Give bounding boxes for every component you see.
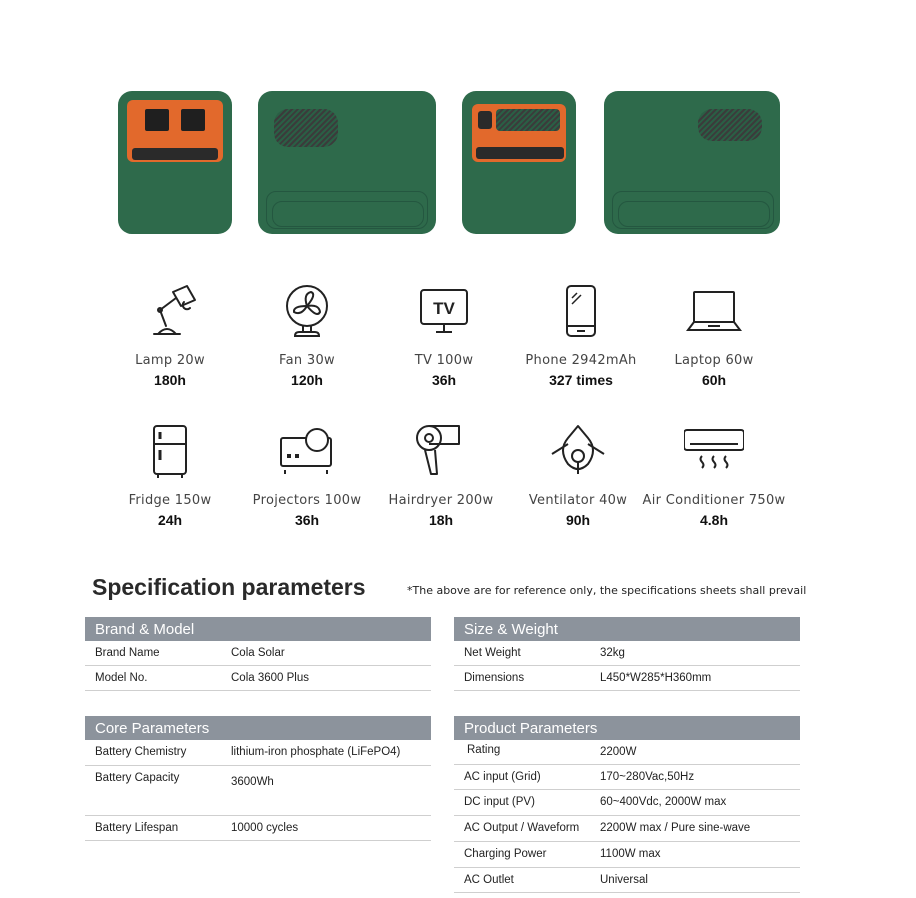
appliance-runtime: 18h <box>428 512 454 528</box>
table-product-parameters <box>454 716 800 893</box>
product-images <box>0 0 916 250</box>
appliance-laptop <box>639 282 789 388</box>
table-row <box>454 790 800 816</box>
ac-socket-icon <box>145 109 169 131</box>
ventilator-icon <box>548 422 608 482</box>
table-row <box>85 816 431 841</box>
row-value: lithium-iron phosphate (LiFePO4) <box>231 746 401 758</box>
row-key: Charging Power <box>464 848 547 860</box>
table-header: Product Parameters <box>454 716 800 740</box>
appliance-tv <box>369 282 519 388</box>
table-row <box>454 765 800 790</box>
row-key: AC Output / Waveform <box>464 822 580 834</box>
row-key: Rating <box>467 744 501 756</box>
row-value: L450*W285*H360mm <box>600 672 712 684</box>
appliance-runtime: 120h <box>291 372 323 388</box>
appliance-runtime: 327 times <box>549 372 613 388</box>
hairdryer-icon <box>411 422 471 482</box>
appliance-runtime: 90h <box>565 512 591 528</box>
tv-icon <box>414 282 474 342</box>
table-row <box>454 816 800 842</box>
row-key: Brand Name <box>95 647 160 659</box>
appliance-runtime: 24h <box>157 512 183 528</box>
appliance-phone <box>506 282 656 388</box>
table-core-parameters <box>85 716 431 841</box>
appliance-hairdryer <box>366 422 516 528</box>
table-row <box>454 641 800 666</box>
ac-socket-icon <box>181 109 205 131</box>
appliance-label: TV 100w <box>414 353 474 368</box>
appliance-projector <box>232 422 382 528</box>
row-key: Net Weight <box>464 647 521 659</box>
power-station-side-view <box>258 91 436 234</box>
appliance-label: Projectors 100w <box>252 493 362 508</box>
row-key: DC input (PV) <box>464 796 535 808</box>
table-header: Core Parameters <box>85 716 431 740</box>
appliance-lamp <box>95 282 245 388</box>
fan-icon <box>277 282 337 342</box>
phone-icon <box>551 282 611 342</box>
row-key: Model No. <box>95 672 148 684</box>
appliance-fan <box>232 282 382 388</box>
row-key: AC Outlet <box>464 874 514 886</box>
power-station-back-view <box>462 91 576 234</box>
appliance-runtime: 4.8h <box>699 512 728 528</box>
table-row <box>85 740 431 766</box>
appliance-fridge <box>95 422 245 528</box>
svg-text:TV: TV <box>433 299 455 318</box>
appliance-label: Fan 30w <box>279 353 335 368</box>
table-header: Brand & Model <box>85 617 431 641</box>
table-row <box>454 842 800 868</box>
fridge-icon <box>140 422 200 482</box>
table-row <box>85 666 431 691</box>
appliance-label: Laptop 60w <box>674 353 754 368</box>
table-row <box>454 666 800 691</box>
row-key: AC input (Grid) <box>464 771 541 783</box>
row-value: 1100W max <box>600 848 661 860</box>
row-key: Battery Chemistry <box>95 746 187 758</box>
power-station-front-view <box>118 91 232 234</box>
appliance-ventilator <box>503 422 653 528</box>
air-conditioner-icon <box>684 422 744 482</box>
appliance-runtime: 36h <box>431 372 457 388</box>
appliance-label: Hairdryer 200w <box>388 493 494 508</box>
row-key: Battery Capacity <box>95 772 180 784</box>
row-value: 32kg <box>600 647 625 659</box>
table-brand-model <box>85 617 431 691</box>
appliance-label: Lamp 20w <box>135 353 205 368</box>
table-row <box>85 641 431 666</box>
table-row <box>454 740 800 765</box>
table-row <box>454 868 800 893</box>
spec-title: Specification parameters <box>92 574 366 600</box>
row-value: 170~280Vac,50Hz <box>600 771 695 783</box>
appliance-label: Air Conditioner 750w <box>642 493 786 508</box>
row-value: 2200W <box>600 746 637 758</box>
table-size-weight <box>454 617 800 691</box>
laptop-icon <box>684 282 744 342</box>
appliance-air-conditioner <box>639 422 789 528</box>
row-value: Universal <box>600 874 648 886</box>
projector-icon <box>277 422 337 482</box>
row-value: Cola 3600 Plus <box>231 672 309 684</box>
lamp-icon <box>140 282 200 342</box>
row-key: Battery Lifespan <box>95 822 179 834</box>
row-value: 3600Wh <box>231 776 274 788</box>
spec-note: *The above are for reference only, the specifications sheets shall prevail <box>407 584 807 597</box>
appliance-runtime: 180h <box>154 372 186 388</box>
appliance-label: Ventilator 40w <box>528 493 628 508</box>
row-value: 10000 cycles <box>231 822 299 834</box>
appliance-label: Phone 2942mAh <box>525 353 637 368</box>
table-row <box>85 766 431 816</box>
appliance-label: Fridge 150w <box>128 493 212 508</box>
row-value: 60~400Vdc, 2000W max <box>600 796 727 808</box>
row-key: Dimensions <box>464 672 525 684</box>
table-header: Size & Weight <box>454 617 800 641</box>
row-value: 2200W max / Pure sine-wave <box>600 822 751 834</box>
power-station-side-view-2 <box>604 91 780 234</box>
appliance-runtime: 36h <box>294 512 320 528</box>
row-value: Cola Solar <box>231 647 285 659</box>
appliance-runtime: 60h <box>701 372 727 388</box>
